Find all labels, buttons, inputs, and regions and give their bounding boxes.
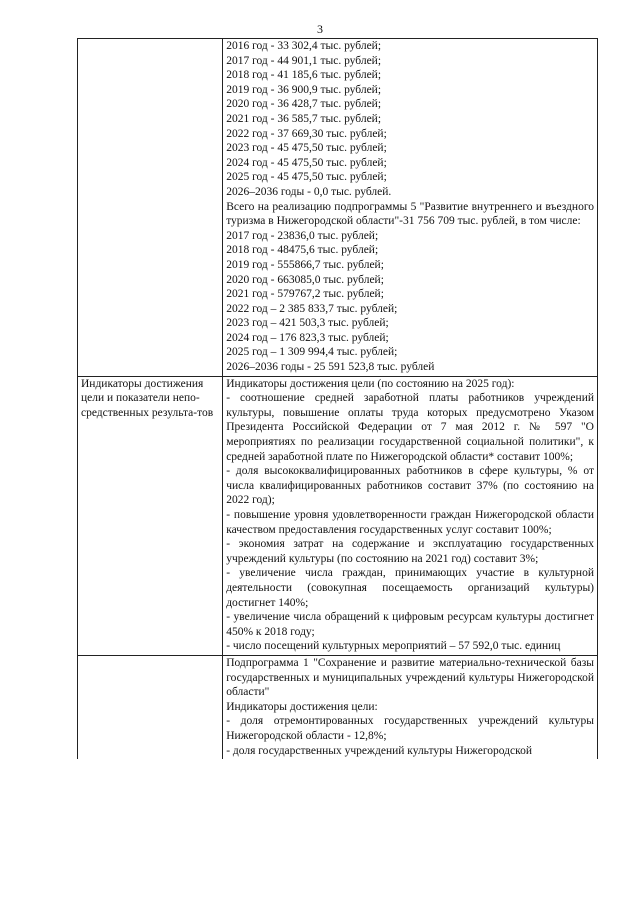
funding-line: 2019 год - 36 900,9 тыс. рублей; (226, 83, 382, 96)
subprogram5-line: 2021 год - 579767,2 тыс. рублей; (226, 288, 384, 301)
row-label-cell (78, 376, 223, 655)
indicator-item: - повышение уровня удовлетворенности граждан Нижегородской области качеством предоставления государственных услуг составит 100%; (226, 509, 594, 536)
subprogram5-line: 2022 год – 2 385 833,7 тыс. рублей; (226, 302, 398, 315)
table-row-funding (78, 39, 598, 377)
row-label-cell (78, 39, 223, 377)
subprogram5-line: 2017 год - 23836,0 тыс. рублей; (226, 229, 379, 242)
subprogram5-line: 2019 год - 555866,7 тыс. рублей; (226, 258, 384, 271)
funding-line: 2020 год - 36 428,7 тыс. рублей; (226, 98, 382, 111)
subprogram5-line: 2026–2036 годы - 25 591 523,8 тыс. рублей (226, 361, 435, 374)
funding-line: 2021 год - 36 585,7 тыс. рублей; (226, 112, 382, 125)
subprogram5-line: 2023 год – 421 503,3 тыс. рублей; (226, 317, 389, 330)
indicator-item: - увеличение числа граждан, принимающих участие в культурной деятельности (совокупная посещаемость организаций культуры) достигнет 140%; (226, 567, 594, 609)
indicator-item: - соотношение средней заработной платы работников учреждений культуры, повышение оплаты труда которых предусмотрено Указом Президента Российской Федерации от 7 мая 2012 г. № 597 "О мероприятиях по реализации государственной социальной политики", к средней заработной плате по Нижегородской области* составит 100%; (226, 392, 594, 463)
indicator-item: - увеличение числа обращений к цифровым ресурсам культуры достигнет 450% к 2018 году; (226, 611, 594, 638)
subprogram5-line: 2020 год - 663085,0 тыс. рублей; (226, 273, 384, 286)
funding-line: 2018 год - 41 185,6 тыс. рублей; (226, 69, 382, 82)
funding-cell (223, 39, 598, 377)
subprogram5-line: 2024 год – 176 823,3 тыс. рублей; (226, 331, 389, 344)
funding-line: 2026–2036 годы - 0,0 тыс. рублей. (226, 185, 392, 198)
page-number: 3 (317, 22, 323, 36)
funding-line: 2022 год - 37 669,30 тыс. рублей; (226, 127, 387, 140)
subprogram5-line: 2025 год – 1 309 994,4 тыс. рублей; (226, 346, 398, 359)
indicator-item: - экономия затрат на содержание и эксплуатацию государственных учреждений культуры (по состоянию на 2021 год) составит 3%; (226, 538, 594, 565)
indicators-cell (223, 376, 598, 655)
passport-table (77, 38, 598, 759)
row-label-cell (78, 655, 223, 759)
subprogram1-heading: Индикаторы достижения цели: (226, 700, 378, 713)
funding-line: 2025 год - 45 475,50 тыс. рублей; (226, 171, 387, 184)
table-row-subprogram1 (78, 655, 598, 759)
funding-line: 2016 год - 33 302,4 тыс. рублей; (226, 40, 382, 52)
subprogram1-title: Подпрограмма 1 "Сохранение и развитие материально-технической базы государственных и муниципальных учреждений культуры Нижегородской области" (226, 656, 594, 699)
indicator-item: - число посещений культурных мероприятий – 57 592,0 тыс. единиц (226, 640, 561, 653)
row-label: Индикаторы достижения цели и показатели непо-средственных результа-тов (81, 377, 214, 419)
subprogram1-item: - доля государственных учреждений культуры Нижегородской (226, 744, 533, 757)
subprogram5-intro: Всего на реализацию подпрограммы 5 "Развитие внутреннего и въездного туризма в Нижегородской области"-31 756 709 тыс. рублей, в том числе: (226, 200, 594, 228)
funding-line: 2023 год - 45 475,50 тыс. рублей; (226, 142, 387, 155)
subprogram5-line: 2018 год - 48475,6 тыс. рублей; (226, 244, 379, 257)
table-row-indicators (78, 376, 598, 655)
funding-line: 2017 год - 44 901,1 тыс. рублей; (226, 54, 382, 67)
funding-line: 2024 год - 45 475,50 тыс. рублей; (226, 156, 387, 169)
indicators-heading: Индикаторы достижения цели (по состоянию на 2025 год): (226, 377, 515, 390)
subprogram1-item: - доля отремонтированных государственных учреждений культуры Нижегородской области - 12,8%; (226, 715, 594, 742)
indicator-item: - доля высококвалифицированных работников в сфере культуры, % от числа квалифицированных работников составит 37% (по состоянию на 2022 год); (226, 465, 594, 507)
subprogram1-cell (223, 655, 598, 759)
